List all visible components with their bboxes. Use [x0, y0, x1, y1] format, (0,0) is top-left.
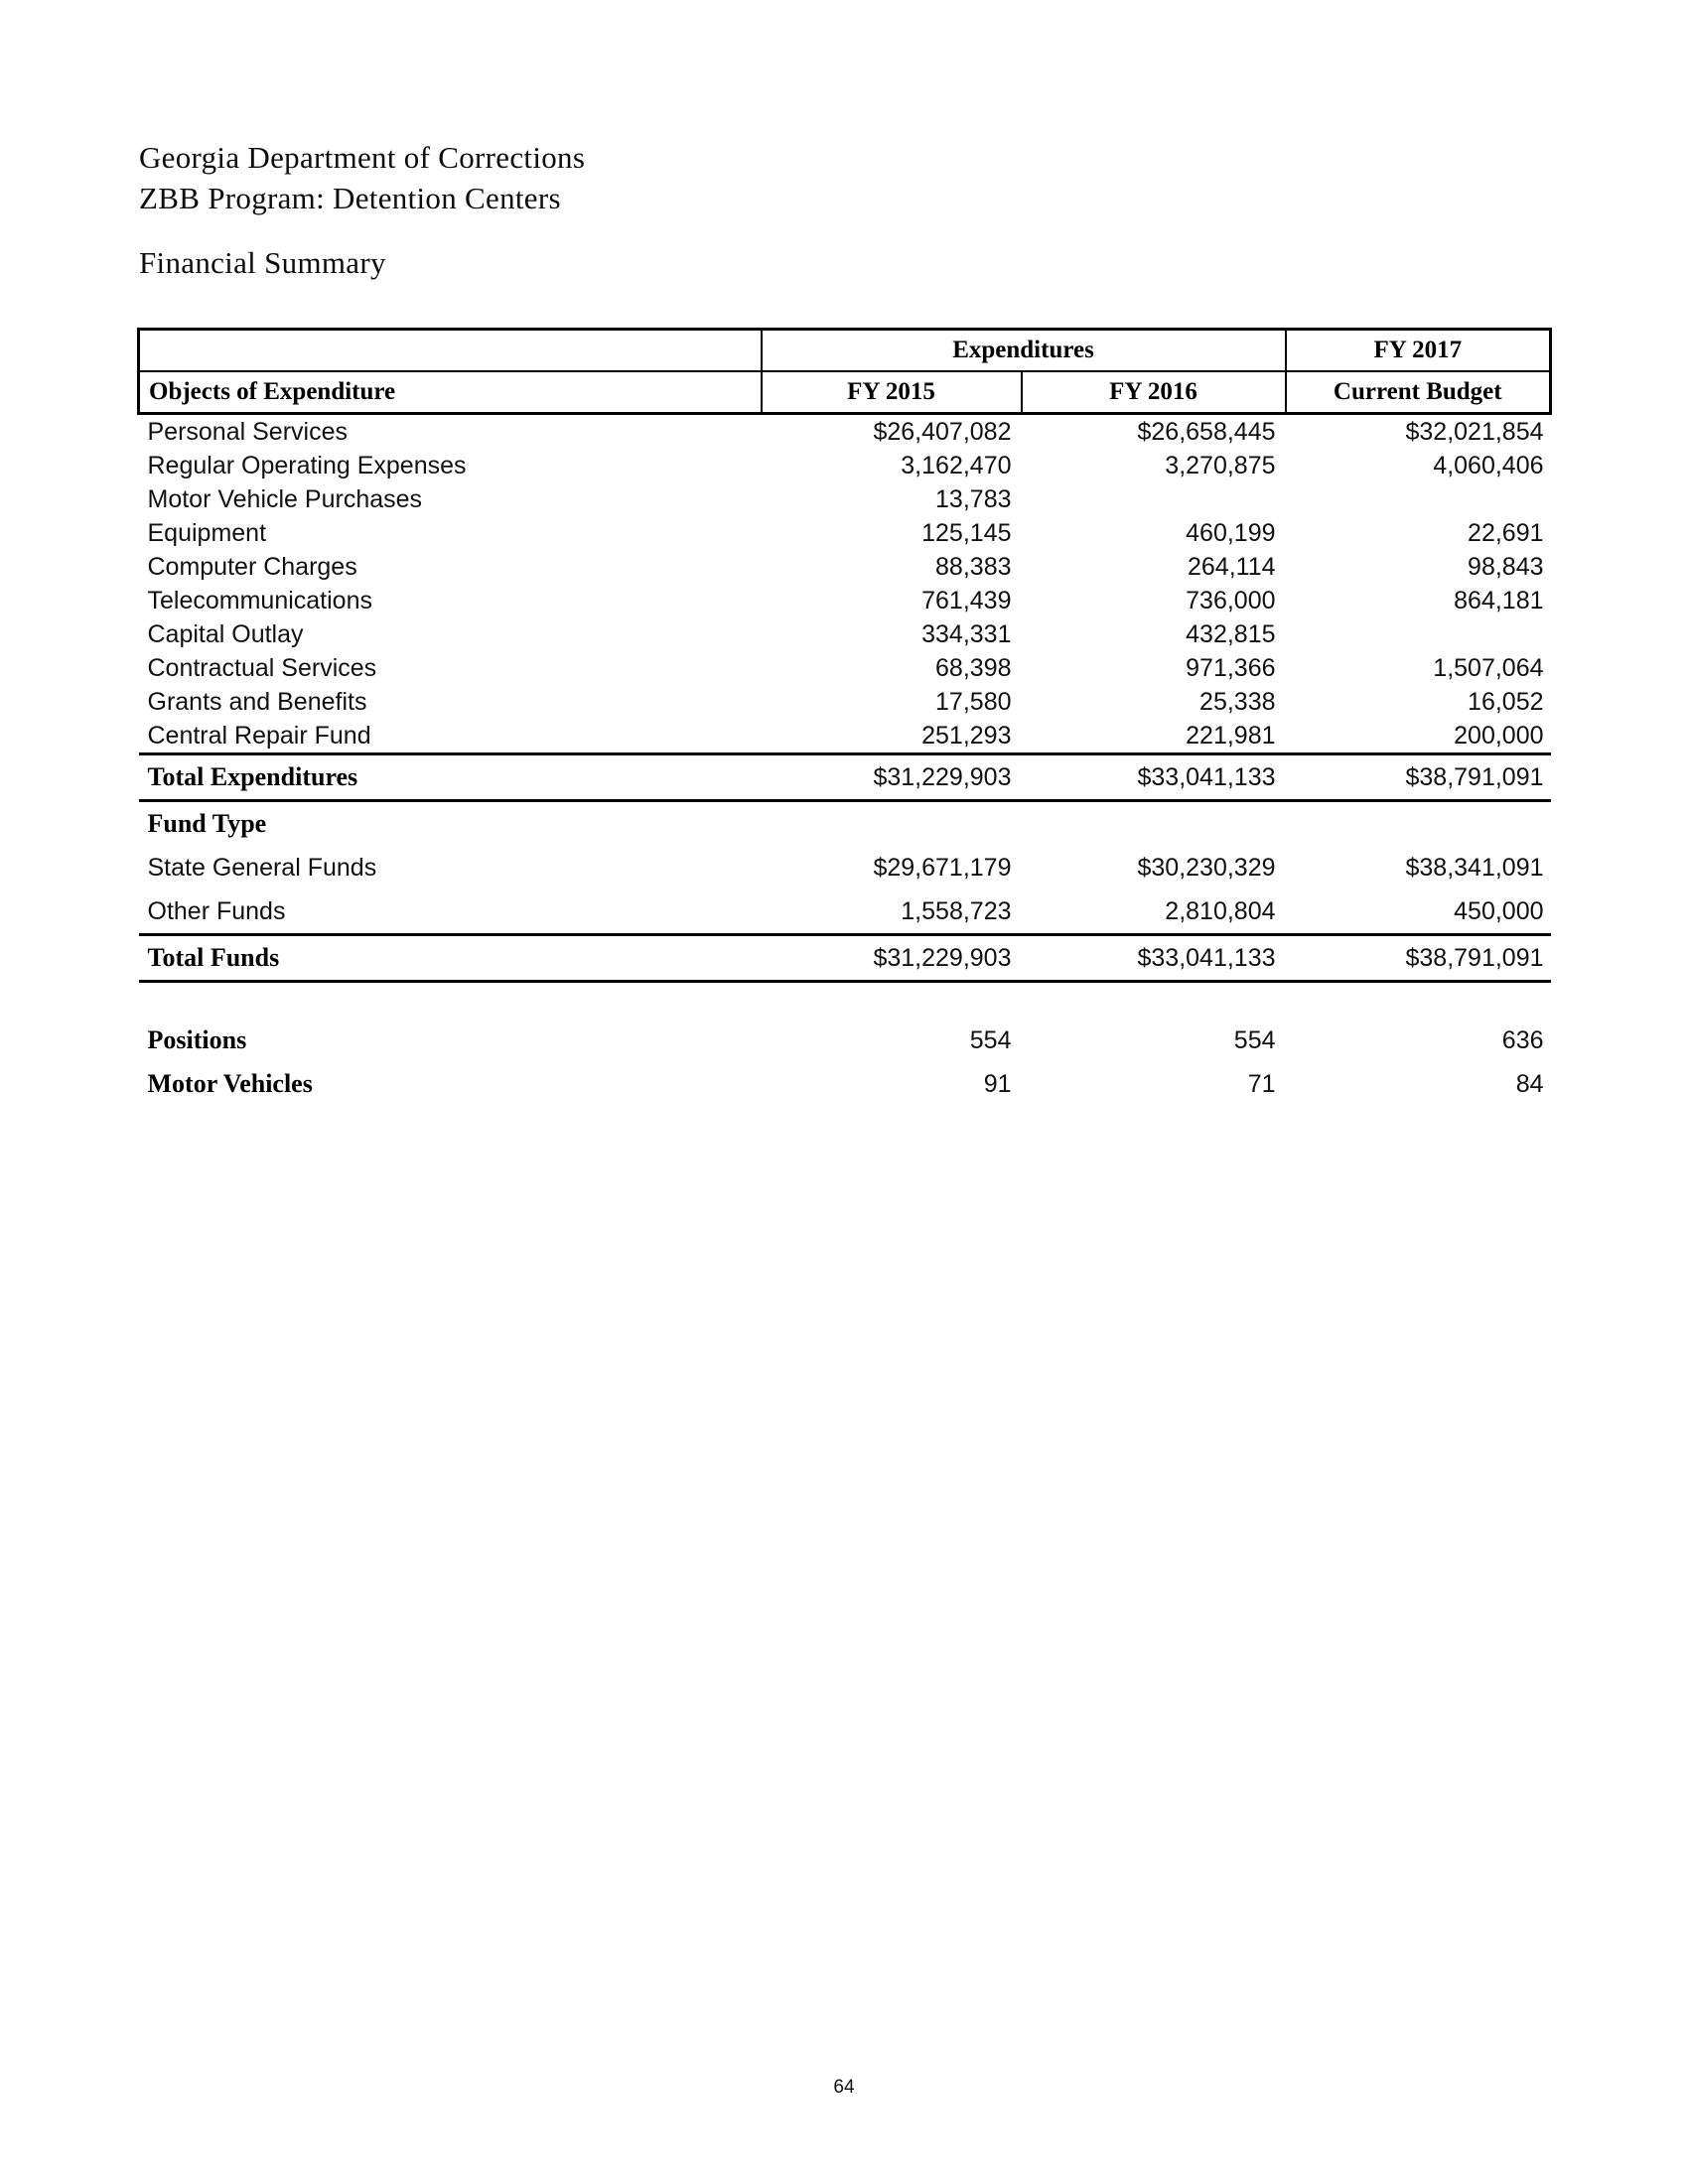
fund-type-fy2016: 2,810,804 [1165, 896, 1276, 925]
spacer-cell [1286, 982, 1551, 1020]
table-row [139, 719, 1551, 754]
row-value-fy2017: 864,181 [1454, 587, 1544, 614]
row-value-fy2017: 16,052 [1468, 688, 1544, 716]
fund-type-fy2017: $38,341,091 [1405, 853, 1544, 882]
total-expenditures-fy2017: $38,791,091 [1286, 754, 1551, 801]
group-header-blank [139, 330, 762, 372]
row-value-fy2015: 251,293 [921, 722, 1012, 750]
table-row [139, 617, 1551, 651]
row-value-fy2016: 971,366 [1186, 654, 1276, 682]
fund-type-fy2015: 1,558,723 [901, 896, 1012, 925]
document-heading [139, 137, 1132, 218]
row-value-fy2017: 22,691 [1468, 519, 1544, 547]
row-value-fy2016: 264,114 [1188, 553, 1276, 581]
positions-fy2017: 636 [1501, 1025, 1544, 1054]
fund-type-heading-blank-fy2016 [1022, 801, 1286, 847]
motor-vehicles-label: Motor Vehicles [147, 1069, 313, 1098]
fund-type-heading: Fund Type [147, 809, 267, 838]
table-row [139, 449, 1551, 482]
total-funds-label: Total Funds [139, 935, 762, 982]
column-header-objects-of-expenditure: Objects of Expenditure [139, 371, 762, 414]
table-row [139, 685, 1551, 719]
row-value-fy2016: 736,000 [1186, 587, 1276, 614]
fund-type-label: Other Funds [147, 896, 286, 925]
table-row [139, 584, 1551, 617]
row-value-fy2017: 4,060,406 [1433, 452, 1544, 479]
row-value-fy2016: $26,658,445 [1137, 418, 1276, 446]
row-value-fy2015: 3,162,470 [901, 452, 1012, 479]
row-value-fy2016: 3,270,875 [1165, 452, 1276, 479]
row-label: Regular Operating Expenses [147, 452, 467, 479]
fund-type-heading-blank-fy2015 [762, 801, 1022, 847]
row-value-fy2016 [1022, 482, 1286, 516]
fund-type-row [139, 889, 1551, 935]
statistic-row-motor-vehicles [139, 1062, 1551, 1106]
total-funds-fy2015: $31,229,903 [762, 935, 1022, 982]
motor-vehicles-fy2017: 84 [1515, 1069, 1544, 1098]
row-value-fy2015: 334,331 [921, 620, 1012, 648]
positions-label: Positions [147, 1025, 247, 1054]
total-funds-fy2017: $38,791,091 [1286, 935, 1551, 982]
table-spacer-row [139, 982, 1551, 1020]
row-label: Equipment [147, 519, 267, 547]
row-label: Grants and Benefits [147, 688, 367, 716]
total-expenditures-fy2015: $31,229,903 [762, 754, 1022, 801]
row-value-fy2017: 98,843 [1468, 553, 1544, 581]
total-funds-row [139, 935, 1551, 982]
column-header-fy2015: FY 2015 [762, 371, 1022, 414]
row-label: Central Repair Fund [147, 722, 371, 750]
row-value-fy2017 [1286, 482, 1551, 516]
fund-type-label: State General Funds [147, 853, 377, 882]
row-value-fy2017 [1286, 617, 1551, 651]
table-row [139, 482, 1551, 516]
row-value-fy2016: 221,981 [1186, 722, 1276, 750]
row-label: Computer Charges [147, 553, 357, 581]
financial-summary-table-wrapper [137, 328, 1549, 1106]
row-label: Motor Vehicle Purchases [147, 485, 423, 513]
group-header-fy2017: FY 2017 [1286, 330, 1551, 372]
financial-summary-table [137, 328, 1552, 1106]
spacer-cell [762, 982, 1022, 1020]
row-value-fy2016: 432,815 [1186, 620, 1276, 648]
motor-vehicles-fy2015: 91 [983, 1069, 1012, 1098]
row-value-fy2016: 25,338 [1199, 688, 1276, 716]
column-header-fy2016: FY 2016 [1022, 371, 1286, 414]
row-label: Contractual Services [147, 654, 377, 682]
fund-type-fy2015: $29,671,179 [873, 853, 1012, 882]
statistic-row-positions [139, 1019, 1551, 1062]
fund-type-heading-row [139, 801, 1551, 847]
row-value-fy2015: 88,383 [935, 553, 1012, 581]
total-expenditures-fy2016: $33,041,133 [1022, 754, 1286, 801]
row-value-fy2015: 17,580 [935, 688, 1012, 716]
fund-type-heading-blank-fy2017 [1286, 801, 1551, 847]
row-value-fy2015: 125,145 [921, 519, 1012, 547]
row-value-fy2015: 761,439 [921, 587, 1012, 614]
row-value-fy2017: 200,000 [1454, 722, 1544, 750]
table-row [139, 550, 1551, 584]
table-column-header-row [139, 371, 1551, 414]
total-expenditures-label: Total Expenditures [139, 754, 762, 801]
row-value-fy2015: 13,783 [935, 485, 1012, 513]
row-value-fy2015: $26,407,082 [873, 418, 1012, 446]
row-value-fy2016: 460,199 [1186, 519, 1276, 547]
section-title: Financial Summary [139, 245, 386, 280]
page-number: 64 [833, 2077, 855, 2098]
spacer-cell [139, 982, 762, 1020]
program-name: ZBB Program: Detention Centers [139, 181, 561, 215]
positions-fy2016: 554 [1233, 1025, 1276, 1054]
total-expenditures-row [139, 754, 1551, 801]
positions-fy2015: 554 [969, 1025, 1012, 1054]
row-label: Personal Services [147, 418, 348, 446]
fund-type-row [139, 846, 1551, 889]
motor-vehicles-fy2016: 71 [1247, 1069, 1276, 1098]
table-row [139, 414, 1551, 450]
row-value-fy2015: 68,398 [935, 654, 1012, 682]
row-label: Capital Outlay [147, 620, 304, 648]
row-value-fy2017: 1,507,064 [1433, 654, 1544, 682]
spacer-cell [1022, 982, 1286, 1020]
column-header-current-budget: Current Budget [1286, 371, 1551, 414]
table-row [139, 516, 1551, 550]
group-header-expenditures: Expenditures [762, 330, 1286, 372]
table-group-header-row [139, 330, 1551, 372]
total-funds-fy2016: $33,041,133 [1022, 935, 1286, 982]
agency-name: Georgia Department of Corrections [139, 140, 586, 175]
row-value-fy2017: $32,021,854 [1405, 418, 1544, 446]
row-label: Telecommunications [147, 587, 372, 614]
fund-type-fy2016: $30,230,329 [1137, 853, 1276, 882]
table-row [139, 651, 1551, 685]
fund-type-fy2017: 450,000 [1454, 896, 1544, 925]
